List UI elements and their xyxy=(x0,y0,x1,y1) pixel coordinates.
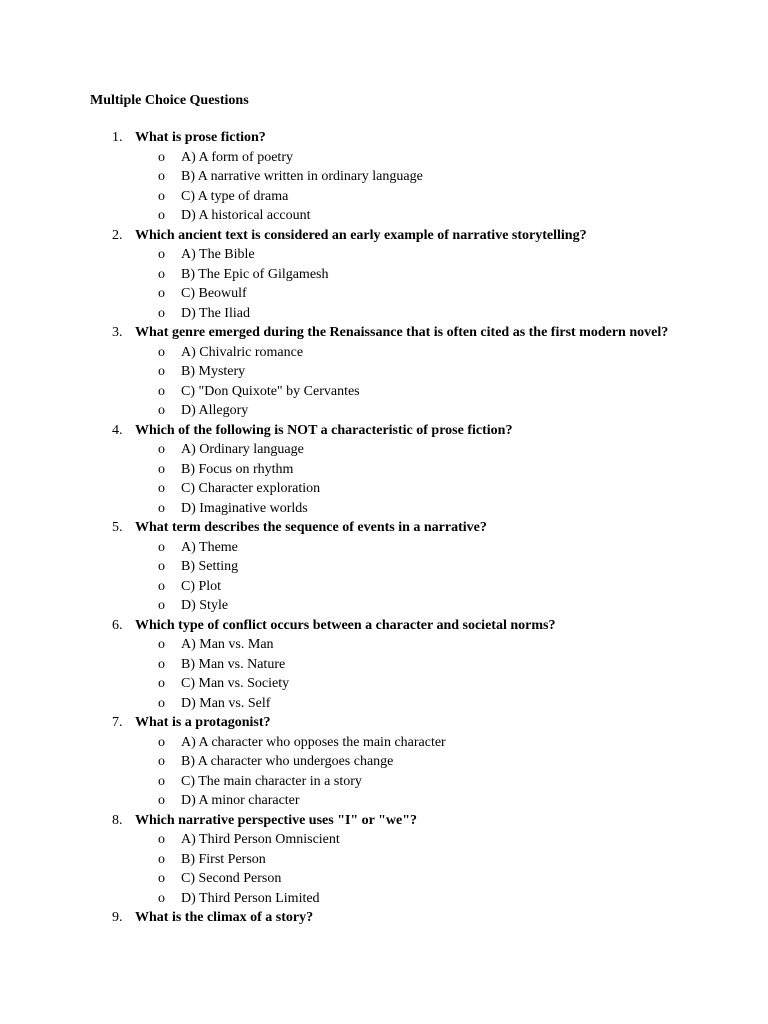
question-2 xyxy=(0,226,768,246)
question-text: What is the climax of a story? xyxy=(135,910,314,925)
bullet-icon: o xyxy=(158,403,165,418)
answer-option-text: C) Beowulf xyxy=(181,286,247,301)
answer-option-text: D) A historical account xyxy=(181,208,311,223)
answer-option xyxy=(0,869,768,889)
question-text: What is a protagonist? xyxy=(135,715,271,730)
answer-option xyxy=(0,850,768,870)
answer-option-text: A) Chivalric romance xyxy=(181,344,304,360)
answer-option-text: D) Style xyxy=(181,598,229,613)
bullet-icon: o xyxy=(158,383,165,399)
answer-option-text: A) A character who opposes the main character xyxy=(181,734,446,750)
question-text: What term describes the sequence of events in a narrative? xyxy=(135,520,487,535)
answer-option xyxy=(0,499,768,519)
bullet-icon: o xyxy=(158,754,165,769)
answer-option xyxy=(0,752,768,772)
document-title: Multiple Choice Questions xyxy=(90,93,249,108)
answer-option-text: D) Third Person Limited xyxy=(181,890,320,906)
answer-option-text: C) The main character in a story xyxy=(181,773,362,789)
bullet-icon: o xyxy=(158,578,165,594)
bullet-icon: o xyxy=(158,695,165,711)
bullet-icon: o xyxy=(158,773,165,789)
question-number: 5. xyxy=(112,520,123,535)
question-number: 4. xyxy=(112,422,123,438)
answer-option xyxy=(0,382,768,402)
answer-option xyxy=(0,733,768,753)
question-5 xyxy=(0,518,768,538)
answer-option xyxy=(0,674,768,694)
question-number: 7. xyxy=(112,715,123,730)
question-text: Which type of conflict occurs between a character and societal norms? xyxy=(135,617,556,633)
question-3 xyxy=(0,323,768,343)
answer-option xyxy=(0,460,768,480)
bullet-icon: o xyxy=(158,481,165,496)
answer-option-text: C) Plot xyxy=(181,578,222,594)
question-number: 6. xyxy=(112,617,123,633)
answer-option xyxy=(0,791,768,811)
answer-option-text: C) A type of drama xyxy=(181,188,289,204)
bullet-icon: o xyxy=(158,247,165,262)
answer-option-text: C) "Don Quixote" by Cervantes xyxy=(181,383,360,399)
answer-option xyxy=(0,889,768,909)
bullet-icon: o xyxy=(158,832,165,847)
answer-option xyxy=(0,362,768,382)
answer-option-text: A) Ordinary language xyxy=(181,442,304,457)
answer-option-text: B) First Person xyxy=(181,851,266,867)
question-9 xyxy=(0,908,768,928)
question-7 xyxy=(0,713,768,733)
answer-option xyxy=(0,401,768,421)
answer-option-text: B) Mystery xyxy=(181,364,246,379)
bullet-icon: o xyxy=(158,637,165,652)
bullet-icon: o xyxy=(158,442,165,457)
answer-option xyxy=(0,206,768,226)
bullet-icon: o xyxy=(158,793,165,808)
answer-option-text: A) The Bible xyxy=(181,247,255,262)
answer-option-text: B) A narrative written in ordinary language xyxy=(181,169,423,184)
bullet-icon: o xyxy=(158,500,165,516)
answer-option-text: A) Theme xyxy=(181,539,238,555)
bullet-icon: o xyxy=(158,305,165,321)
bullet-icon: o xyxy=(158,656,165,672)
bullet-icon: o xyxy=(158,539,165,555)
answer-option xyxy=(0,538,768,558)
bullet-icon: o xyxy=(158,286,165,301)
bullet-icon: o xyxy=(158,461,165,477)
bullet-icon: o xyxy=(158,188,165,204)
answer-option-text: D) The Iliad xyxy=(181,305,250,321)
question-number: 2. xyxy=(112,227,123,243)
question-text: Which ancient text is considered an early example of narrative storytelling? xyxy=(135,227,587,243)
answer-option-text: A) A form of poetry xyxy=(181,149,293,165)
answer-option xyxy=(0,343,768,363)
answer-option xyxy=(0,284,768,304)
bullet-icon: o xyxy=(158,890,165,906)
answer-option-text: B) The Epic of Gilgamesh xyxy=(181,266,329,282)
bullet-icon: o xyxy=(158,851,165,867)
question-number: 9. xyxy=(112,910,123,925)
answer-option xyxy=(0,577,768,597)
answer-option xyxy=(0,304,768,324)
bullet-icon: o xyxy=(158,559,165,574)
question-number: 8. xyxy=(112,812,123,828)
question-8 xyxy=(0,811,768,831)
answer-option-text: C) Character exploration xyxy=(181,481,321,496)
answer-option xyxy=(0,655,768,675)
answer-option xyxy=(0,694,768,714)
answer-option xyxy=(0,635,768,655)
bullet-icon: o xyxy=(158,364,165,379)
question-number: 1. xyxy=(112,130,123,145)
bullet-icon: o xyxy=(158,266,165,282)
answer-option-text: D) Allegory xyxy=(181,403,249,418)
question-number: 3. xyxy=(112,325,123,340)
answer-option-text: B) Man vs. Nature xyxy=(181,656,286,672)
question-list xyxy=(0,128,768,928)
answer-option-text: C) Second Person xyxy=(181,871,282,886)
answer-option xyxy=(0,265,768,285)
answer-option xyxy=(0,557,768,577)
answer-option xyxy=(0,830,768,850)
answer-option-text: B) Setting xyxy=(181,559,239,574)
question-4 xyxy=(0,421,768,441)
answer-option-text: D) Man vs. Self xyxy=(181,695,271,711)
answer-option-text: D) A minor character xyxy=(181,793,300,808)
question-text: What genre emerged during the Renaissance that is often cited as the first modern novel? xyxy=(135,325,669,340)
answer-option xyxy=(0,148,768,168)
question-text: What is prose fiction? xyxy=(135,130,266,145)
answer-option-text: B) Focus on rhythm xyxy=(181,461,294,477)
answer-option xyxy=(0,772,768,792)
bullet-icon: o xyxy=(158,169,165,184)
answer-option-text: B) A character who undergoes change xyxy=(181,754,394,769)
question-1 xyxy=(0,128,768,148)
answer-option xyxy=(0,245,768,265)
answer-option-text: C) Man vs. Society xyxy=(181,676,290,691)
bullet-icon: o xyxy=(158,208,165,223)
bullet-icon: o xyxy=(158,598,165,613)
answer-option-text: A) Man vs. Man xyxy=(181,637,274,652)
answer-option xyxy=(0,440,768,460)
answer-option-text: A) Third Person Omniscient xyxy=(181,832,340,847)
bullet-icon: o xyxy=(158,344,165,360)
bullet-icon: o xyxy=(158,734,165,750)
question-text: Which of the following is NOT a characteristic of prose fiction? xyxy=(135,422,513,438)
question-text: Which narrative perspective uses "I" or "we"? xyxy=(135,812,418,828)
bullet-icon: o xyxy=(158,871,165,886)
bullet-icon: o xyxy=(158,149,165,165)
answer-option xyxy=(0,167,768,187)
question-6 xyxy=(0,616,768,636)
bullet-icon: o xyxy=(158,676,165,691)
answer-option xyxy=(0,187,768,207)
answer-option xyxy=(0,596,768,616)
answer-option-text: D) Imaginative worlds xyxy=(181,500,308,516)
answer-option xyxy=(0,479,768,499)
